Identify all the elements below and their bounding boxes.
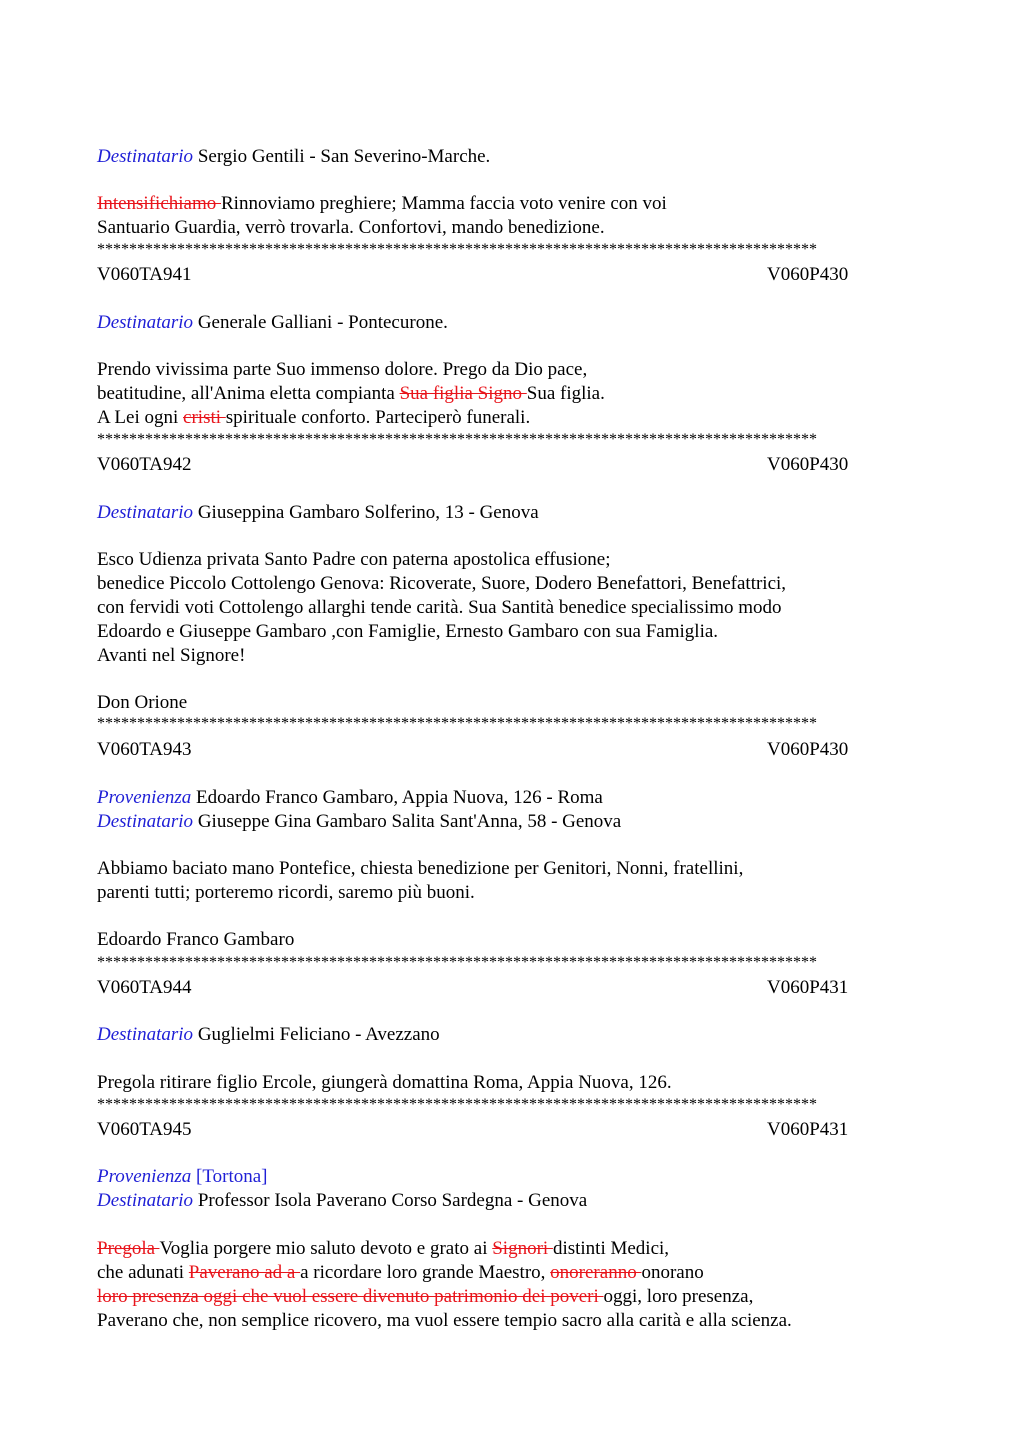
body-text: che adunati <box>97 1262 189 1283</box>
body-line <box>97 382 605 406</box>
body-text: A Lei ogni <box>97 407 184 428</box>
body-text: Voglia porgere mio saluto devoto e grato ai <box>159 1238 493 1259</box>
body-line: Esco Udienza privata Santo Padre con paterna apostolica effusione; <box>97 549 611 570</box>
body-text: distinti Medici, <box>552 1238 670 1259</box>
document-code: V060TA942 <box>97 454 192 475</box>
origin-value: Edoardo Franco Gambaro, Appia Nuova, 126 - Roma <box>196 787 603 808</box>
recipient-label: Destinatario <box>97 146 194 167</box>
document-code: V060TA945 <box>97 1119 192 1140</box>
recipient-label: Destinatario <box>97 312 194 333</box>
recipient-line <box>97 501 539 525</box>
body-text: beatitudine, all'Anima eletta compianta <box>97 383 400 404</box>
body-text: onorano <box>641 1262 704 1283</box>
recipient-line <box>97 1023 440 1047</box>
document-code: V060TA944 <box>97 977 192 998</box>
deleted-text: onoreranno <box>550 1262 642 1283</box>
body-text: a ricordare loro grande Maestro, <box>300 1262 551 1283</box>
page-code: V060P430 <box>767 739 849 760</box>
body-line <box>97 1285 753 1309</box>
page-code: V060P431 <box>767 1119 849 1140</box>
origin-label: Provenienza <box>97 787 192 808</box>
separator: ****************************************************************************************** <box>97 716 817 732</box>
body-line: Abbiamo baciato mano Pontefice, chiesta benedizione per Genitori, Nonni, fratellini, <box>97 858 744 879</box>
separator: ****************************************************************************************** <box>97 432 817 448</box>
body-line <box>97 1261 704 1285</box>
recipient-label: Destinatario <box>97 811 194 832</box>
signature: Edoardo Franco Gambaro <box>97 929 295 950</box>
page-code: V060P431 <box>767 977 849 998</box>
page-code: V060P430 <box>767 454 849 475</box>
recipient-label: Destinatario <box>97 1024 194 1045</box>
recipient-value: Professor Isola Paverano Corso Sardegna - Genova <box>197 1190 588 1211</box>
deleted-text: Pregola <box>97 1238 160 1259</box>
body-text: spirituale conforto. Parteciperò funerali. <box>225 407 531 428</box>
origin-line <box>97 786 603 810</box>
deleted-text: Intensifichiamo <box>97 193 221 214</box>
deleted-text: Sua figlia Signo <box>399 383 527 404</box>
body-line: Paverano che, non semplice ricovero, ma vuol essere tempio sacro alla carità e alla scienza. <box>97 1310 792 1331</box>
recipient-line <box>97 311 448 335</box>
body-line: Prendo vivissima parte Suo immenso dolore. Prego da Dio pace, <box>97 359 588 380</box>
recipient-value: Giuseppina Gambaro Solferino, 13 - Genova <box>197 502 539 523</box>
separator: ****************************************************************************************** <box>97 242 817 258</box>
recipient-value: Sergio Gentili - San Severino-Marche. <box>197 146 491 167</box>
deleted-text: cristi <box>183 407 226 428</box>
recipient-value: Generale Galliani - Pontecurone. <box>197 312 448 333</box>
document-code: V060TA941 <box>97 264 192 285</box>
body-line <box>97 406 530 430</box>
body-line: Pregola ritirare figlio Ercole, giungerà domattina Roma, Appia Nuova, 126. <box>97 1072 672 1093</box>
document-code: V060TA943 <box>97 739 192 760</box>
origin-label: Provenienza <box>97 1166 192 1187</box>
body-line <box>97 192 667 216</box>
body-text: oggi, loro presenza, <box>603 1286 754 1307</box>
body-line: parenti tutti; porteremo ricordi, saremo più buoni. <box>97 882 475 903</box>
body-text: Rinnoviamo preghiere; Mamma faccia voto venire con voi <box>221 193 667 214</box>
deleted-text: Signori <box>492 1238 553 1259</box>
signature: Don Orione <box>97 692 188 713</box>
recipient-label: Destinatario <box>97 502 194 523</box>
recipient-line <box>97 810 621 834</box>
origin-line <box>97 1165 268 1189</box>
page-code: V060P430 <box>767 264 849 285</box>
deleted-text: Paverano ad a <box>188 1262 301 1283</box>
separator: ****************************************************************************************** <box>97 1097 817 1113</box>
body-line: Avanti nel Signore! <box>97 645 246 666</box>
body-line: Edoardo e Giuseppe Gambaro ,con Famiglie, Ernesto Gambaro con sua Famiglia. <box>97 621 719 642</box>
body-line <box>97 1237 669 1261</box>
deleted-text: loro presenza oggi che vuol essere divenuto patrimonio dei poveri <box>97 1286 604 1307</box>
recipient-value: Giuseppe Gina Gambaro Salita Sant'Anna, 58 - Genova <box>197 811 622 832</box>
origin-value: [Tortona] <box>196 1166 268 1187</box>
recipient-line <box>97 1189 587 1213</box>
body-line: con fervidi voti Cottolengo allarghi tende carità. Sua Santità benedice specialissimo modo <box>97 597 782 618</box>
body-line: Santuario Guardia, verrò trovarla. Confortovi, mando benedizione. <box>97 217 605 238</box>
separator: ****************************************************************************************** <box>97 955 817 971</box>
body-line: benedice Piccolo Cottolengo Genova: Ricoverate, Suore, Dodero Benefattori, Benefattrici, <box>97 573 787 594</box>
recipient-value: Guglielmi Feliciano - Avezzano <box>197 1024 440 1045</box>
recipient-line <box>97 145 490 169</box>
recipient-label: Destinatario <box>97 1190 194 1211</box>
body-text: Sua figlia. <box>526 383 605 404</box>
